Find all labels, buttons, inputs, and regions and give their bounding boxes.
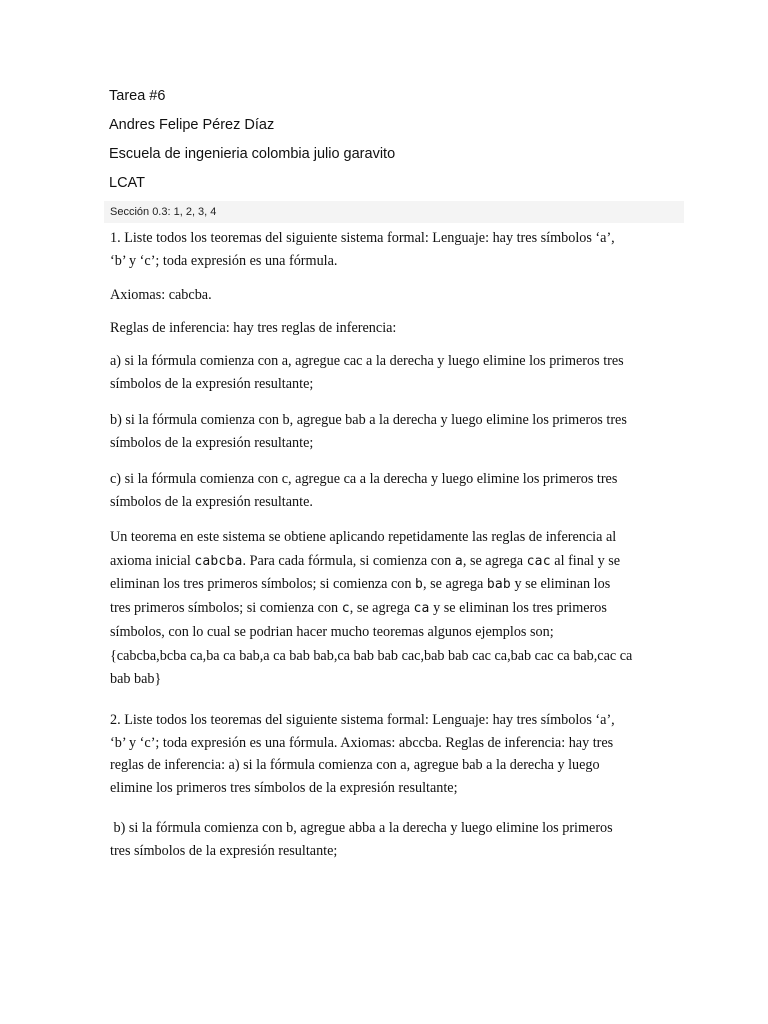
answer-line: Un teorema en este sistema se obtiene aplicando repetidamente las reglas de inferencia al	[110, 529, 617, 545]
answer-text: axioma inicial	[110, 552, 195, 569]
course-code: LCAT	[109, 175, 145, 191]
rule-c-line: c) si la fórmula comienza con c, agregue ca a la derecha y luego elimine los primeros tres	[110, 471, 618, 487]
answer-line: bab bab}	[110, 671, 162, 688]
answer-1-paragraph	[110, 526, 685, 692]
rule-c	[110, 468, 685, 514]
answer-text: y se eliminan los	[510, 576, 611, 593]
answer-line	[110, 597, 685, 621]
problem-2-line: elimine los primeros tres símbolos de la expresión resultante;	[110, 779, 458, 796]
answer-text: eliminan los tres primeros símbolos; si comienza con	[110, 576, 415, 593]
rule-b	[110, 409, 685, 455]
code-term: bab	[486, 577, 511, 593]
problem-1-line: ‘b’ y ‘c’; toda expresión es una fórmula.	[110, 253, 338, 269]
code-term: cac	[526, 553, 551, 569]
code-term: b	[414, 577, 424, 593]
answer-text: , se agrega	[423, 576, 487, 593]
section-banner	[104, 201, 684, 223]
code-term: a	[454, 553, 463, 569]
problem-2-rule-b	[110, 817, 685, 862]
code-term: c	[341, 601, 350, 617]
problem-2-line: tres símbolos de la expresión resultante;	[110, 842, 338, 859]
student-name: Andres Felipe Pérez Díaz	[109, 117, 275, 133]
problem-2-statement	[110, 709, 685, 799]
code-term: ca	[413, 601, 430, 617]
problem-2-line: 2. Liste todos los teoremas del siguiente sistema formal: Lenguaje: hay tres símbolos ‘a’,	[110, 712, 615, 728]
assignment-title: Tarea #6	[109, 88, 166, 104]
problem-1-axioms: Axiomas: cabcba.	[110, 287, 212, 303]
answer-line: {cabcba,bcba ca,ba ca bab,a ca bab bab,ca bab bab cac,bab bab cac ca,bab cac ca bab,cac ca	[110, 647, 633, 664]
answer-line	[110, 550, 685, 574]
answer-text: . Para cada fórmula, si comienza con	[242, 552, 455, 569]
answer-line: símbolos, con lo cual se podrian hacer mucho teoremas algunos ejemplos son;	[110, 623, 554, 640]
rule-b-line: b) si la fórmula comienza con b, agregue bab a la derecha y luego elimine los primeros tres	[110, 412, 627, 428]
school-name: Escuela de ingenieria colombia julio garavito	[109, 146, 396, 162]
answer-text: y se eliminan los tres primeros	[429, 600, 607, 617]
problem-2-line: b) si la fórmula comienza con b, agregue abba a la derecha y luego elimine los primeros	[110, 820, 613, 836]
rule-c-line: símbolos de la expresión resultante.	[110, 494, 313, 510]
rule-a-line: símbolos de la expresión resultante;	[110, 376, 314, 392]
answer-text: , se agrega	[462, 552, 527, 569]
answer-text: , se agrega	[349, 600, 414, 617]
answer-text: tres primeros símbolos; si comienza con	[110, 600, 342, 617]
problem-2-line: reglas de inferencia: a) si la fórmula comienza con a, agregue bab a la derecha y luego	[110, 757, 600, 773]
rule-a	[110, 350, 685, 396]
problem-1-rules-intro: Reglas de inferencia: hay tres reglas de inferencia:	[110, 320, 397, 336]
problem-1-line: 1. Liste todos los teoremas del siguiente sistema formal: Lenguaje: hay tres símbolos ‘a’,	[110, 230, 615, 246]
answer-line	[110, 573, 685, 597]
rule-a-line: a) si la fórmula comienza con a, agregue cac a la derecha y luego elimine los primeros tres	[110, 353, 624, 369]
code-term: cabcba	[194, 553, 243, 569]
section-label: Sección 0.3: 1, 2, 3, 4	[110, 206, 217, 218]
problem-1-statement	[110, 227, 685, 273]
rule-b-line: símbolos de la expresión resultante;	[110, 435, 314, 451]
problem-2-line: ‘b’ y ‘c’; toda expresión es una fórmula. Axiomas: abccba. Reglas de inferencia: hay tres	[110, 734, 614, 751]
answer-text: al final y se	[550, 552, 621, 569]
